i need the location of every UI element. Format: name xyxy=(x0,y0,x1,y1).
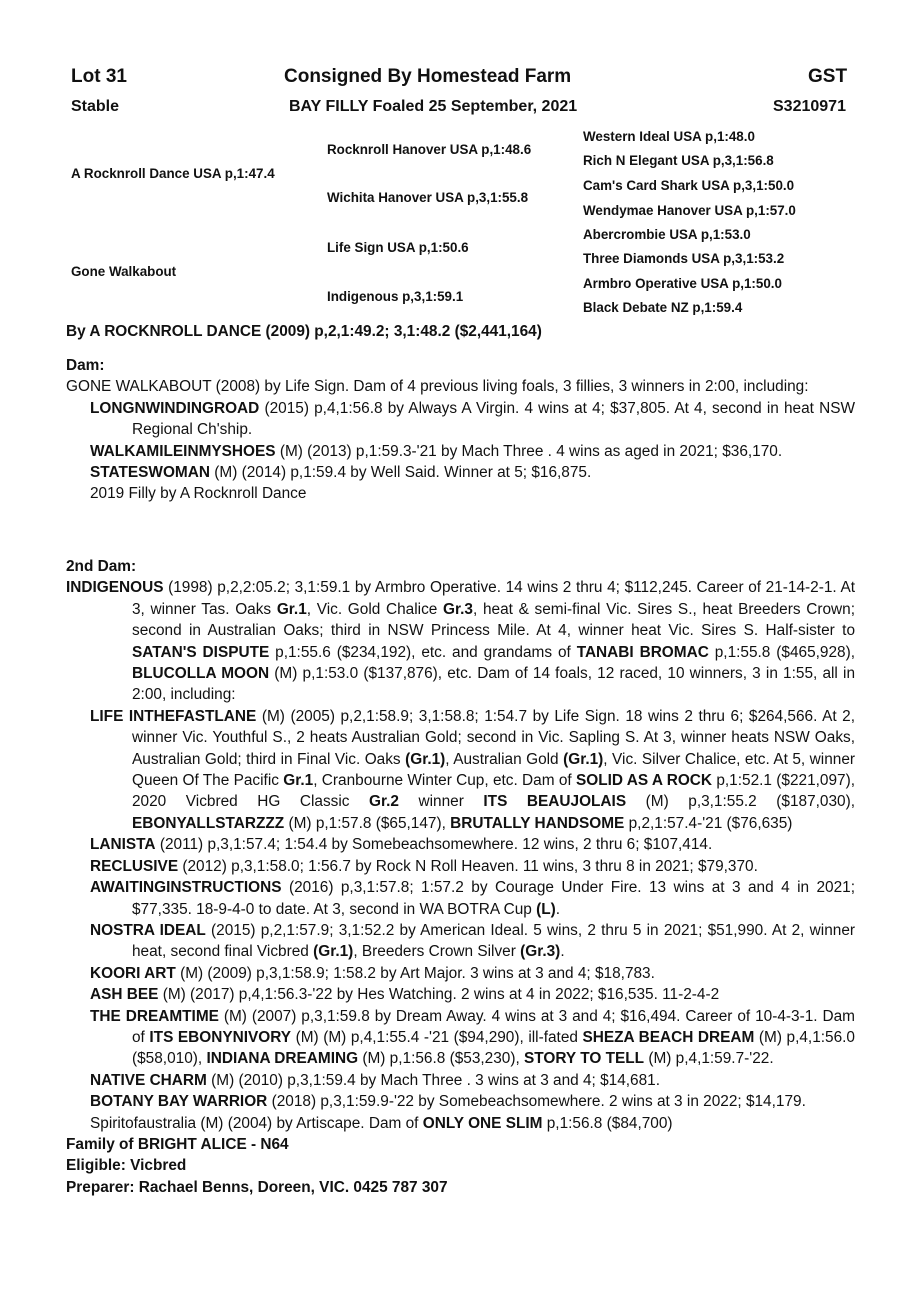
foal-name: ASH BEE xyxy=(90,986,159,1004)
text-run: SHEZA BEACH DREAM xyxy=(582,1028,755,1046)
text-run: (1998) p,2,2:05.2; 3,1:59.1 by Armbro Operative. 14 wins 2 thru 4; $112,245. Career of 21-14-2-1. At 3, winner Tas. Oaks xyxy=(132,579,855,618)
text-run: p,1:55.6 ($234,192), etc. and grandams of xyxy=(269,643,577,661)
foal-entry xyxy=(66,834,855,855)
text-run: (2015) p,2,1:57.9; 3,1:52.2 by American Ideal. 5 wins, 2 thru 5 in 2021; $51,990. At 2, winner heat, second final Vicbred xyxy=(132,921,856,961)
pedigree-great-grandparent: Rich N Elegant USA p,3,1:56.8 xyxy=(583,153,774,168)
text-run: ITS EBONYNIVORY xyxy=(149,1028,292,1046)
text-run: ITS BEAUJOLAIS xyxy=(483,793,627,811)
text-run: , Cranbourne Winter Cup, etc. Dam of xyxy=(313,772,576,790)
second-dam-heading: 2nd Dam: xyxy=(66,558,137,575)
pedigree-great-grandparent: Black Debate NZ p,1:59.4 xyxy=(583,300,743,315)
pedigree-grandparent: Indigenous p,3,1:59.1 xyxy=(327,289,464,304)
text-run: STORY TO TELL xyxy=(524,1050,645,1068)
pedigree-sire: A Rocknroll Dance USA p,1:47.4 xyxy=(71,166,275,181)
foal-entry xyxy=(66,1091,855,1112)
stable-label: Stable xyxy=(71,98,120,115)
text-run: p,1:55.8 ($465,928), xyxy=(708,643,855,661)
text-run: (L) xyxy=(536,900,556,918)
foal-entry xyxy=(66,1006,855,1070)
dam-intro: GONE WALKABOUT (2008) by Life Sign. Dam of 4 previous living foals, 3 fillies, 3 winners in 2:00, including: xyxy=(66,378,809,396)
text-run: (M) p,4,1:56.0 ($58,010), xyxy=(132,1028,855,1068)
foal-name: LONGNWINDINGROAD xyxy=(90,399,260,417)
consignor: Consigned By Homestead Farm xyxy=(284,66,572,87)
text-run: Spiritofaustralia (M) (2004) by Artiscape. Dam of xyxy=(90,1114,423,1132)
text-run: , Vic. Silver Chalice, etc. At 5, winner Queen Of The Pacific xyxy=(132,750,855,790)
text-run: Gr.2 xyxy=(369,793,399,811)
text-run: Gr.1 xyxy=(276,600,307,618)
foal-details: (2011) p,3,1:57.4; 1:54.4 by Somebeachsomewhere. 12 wins, 2 thru 6; $107,414. xyxy=(155,836,713,854)
foal-name: NOSTRA IDEAL xyxy=(90,921,206,939)
text-run: . xyxy=(555,900,561,918)
second-dam-name: INDIGENOUS xyxy=(66,579,164,597)
family-line: Family of BRIGHT ALICE - N64 xyxy=(66,1135,289,1153)
text-run: (M) (M) p,4,1:55.4 -'21 ($94,290), ill-fated xyxy=(291,1028,583,1046)
lot-number: Lot 31 xyxy=(71,66,127,87)
pedigree-grandparent: Life Sign USA p,1:50.6 xyxy=(327,240,469,255)
text-run: (M) p,1:53.0 ($137,876), etc. Dam of 14 foals, 12 raced, 10 winners, 3 in 1:55, all in 2:00, including: xyxy=(132,665,856,704)
pedigree-great-grandparent: Wendymae Hanover USA p,1:57.0 xyxy=(583,203,796,218)
foal-entry xyxy=(66,984,855,1005)
text-run: (M) p,3,1:55.2 ($187,030), xyxy=(626,793,855,811)
sire-line: By A ROCKNROLL DANCE (2009) p,2,1:49.2; 3,1:48.2 ($2,441,164) xyxy=(66,323,542,340)
text-run: EBONYALLSTARZZZ xyxy=(132,814,285,832)
text-run: Gr.3 xyxy=(443,600,473,618)
foal-details: (M) (2017) p,4,1:56.3-'22 by Hes Watching. 2 wins at 4 in 2022; $16,535. 11-2-4-2 xyxy=(158,986,720,1004)
text-run: BRUTALLY HANDSOME xyxy=(450,814,625,832)
text-run: (Gr.1) xyxy=(405,750,446,768)
foal-name: KOORI ART xyxy=(90,964,176,982)
text-run: (M) p,1:57.8 ($65,147), xyxy=(284,814,451,832)
text-run: p,1:56.8 ($84,700) xyxy=(542,1114,673,1132)
foal-details: (2015) p,4,1:56.8 by Always A Virgin. 4 wins at 4; $37,805. At 4, second in heat NSW Regional Ch'ship. xyxy=(132,399,855,439)
foal-name: LANISTA xyxy=(90,836,156,854)
horse-id: S3210971 xyxy=(773,98,846,115)
preparer-line: Preparer: Rachael Benns, Doreen, VIC. 0425 787 307 xyxy=(66,1178,448,1196)
text-run: INDIANA DREAMING xyxy=(206,1050,359,1068)
foal-details: (M) (2014) p,1:59.4 by Well Said. Winner at 5; $16,875. xyxy=(209,464,592,482)
foal-entry xyxy=(66,706,855,834)
second-dam-section xyxy=(66,556,855,1198)
foal-details: (M) (2013) p,1:59.3-'21 by Mach Three . 4 wins as aged in 2021; $36,170. xyxy=(275,442,783,460)
text-run: TANABI BROMAC xyxy=(576,643,709,661)
text-run: (Gr.1) xyxy=(563,750,604,768)
text-run: SATAN'S DISPUTE xyxy=(132,643,270,661)
text-run: SOLID AS A ROCK xyxy=(576,772,713,790)
foal-name: STATESWOMAN xyxy=(90,464,210,482)
text-run: (M) p,1:56.8 ($53,230), xyxy=(358,1050,525,1068)
foal-details: (M) (2009) p,3,1:58.9; 1:58.2 by Art Major. 3 wins at 3 and 4; $18,783. xyxy=(175,964,655,982)
foal-entry xyxy=(66,877,855,920)
text-run: (2016) p,3,1:57.8; 1:57.2 by Courage Under Fire. 13 wins at 3 and 4 in 2021; $77,335. 18-9-4-0 to date. At 3, second in WA BOTRA Cup xyxy=(132,879,855,918)
foal-name: NATIVE CHARM xyxy=(90,1071,207,1089)
text-run: (M) (2005) p,2,1:58.9; 3,1:58.8; 1:54.7 by Life Sign. 18 wins 2 thru 6; $264,566. At 2, winner Vic. Youthful S., 2 heats Australian Gold; second in Vic. Sapling S. At 3, winner heats NSW Oaks, Australian Gold; third in Final Vic. Oaks xyxy=(132,707,855,768)
text-run: (M) (2007) p,3,1:59.8 by Dream Away. 4 wins at 3 and 4; $16,494. Career of 10-4-3-1. Dam of xyxy=(132,1007,855,1046)
foal-name: LIFE INTHEFASTLANE xyxy=(90,707,257,725)
foal-entry-unnamed: 2019 Filly by A Rocknroll Dance xyxy=(90,485,307,503)
foal-name: AWAITINGINSTRUCTIONS xyxy=(90,879,282,897)
pedigree-great-grandparent: Cam's Card Shark USA p,3,1:50.0 xyxy=(583,178,795,193)
pedigree-dam: Gone Walkabout xyxy=(71,264,177,279)
dam-heading: Dam: xyxy=(66,357,105,374)
pedigree-grandparent: Wichita Hanover USA p,3,1:55.8 xyxy=(327,190,529,205)
horse-description: BAY FILLY Foaled 25 September, 2021 xyxy=(289,98,578,115)
foal-entry xyxy=(66,856,855,877)
text-run: p,2,1:57.4-'21 ($76,635) xyxy=(624,814,793,832)
foal-entry xyxy=(66,963,855,984)
foal-entry-unraced xyxy=(66,1113,855,1134)
foal-name: THE DREAMTIME xyxy=(90,1007,219,1025)
text-run: ONLY ONE SLIM xyxy=(422,1114,543,1132)
text-run: (M) p,4,1:59.7-'22. xyxy=(644,1050,774,1068)
text-run: (Gr.3) xyxy=(520,943,561,961)
text-run: . xyxy=(560,943,565,961)
pedigree-great-grandparent: Three Diamonds USA p,3,1:53.2 xyxy=(583,251,785,266)
foal-entry xyxy=(66,441,855,462)
pedigree-great-grandparent: Abercrombie USA p,1:53.0 xyxy=(583,227,751,242)
foal-details: (2018) p,3,1:59.9-'22 by Somebeachsomewhere. 2 wins at 3 in 2022; $14,179. xyxy=(267,1093,806,1111)
foal-entry xyxy=(66,1070,855,1091)
pedigree-great-grandparent: Western Ideal USA p,1:48.0 xyxy=(583,129,755,144)
text-run: , Australian Gold xyxy=(445,750,564,768)
foal-details: (2012) p,3,1:58.0; 1:56.7 by Rock N Roll Heaven. 11 wins, 3 thru 8 in 2021; $79,370. xyxy=(178,857,758,875)
pedigree-great-grandparent: Armbro Operative USA p,1:50.0 xyxy=(583,276,782,291)
text-run: winner xyxy=(398,793,484,811)
text-run: , heat & semi-final Vic. Sires S., heat Breeders Crown; second in Australian Oaks; third in NSW Princess Mile. At 4, winner heat Vic. Sires S. Half-sister to xyxy=(132,600,855,640)
text-run: , Breeders Crown Silver xyxy=(353,943,521,961)
foal-name: RECLUSIVE xyxy=(90,857,179,875)
text-run: BLUCOLLA MOON xyxy=(132,665,270,683)
foal-entry xyxy=(66,920,855,963)
dam-section xyxy=(66,355,855,505)
second-dam-entry xyxy=(66,577,855,705)
text-run: , Vic. Gold Chalice xyxy=(306,600,444,618)
gst-label: GST xyxy=(808,66,848,87)
text-run: p,1:52.1 ($221,097), 2020 Vicbred HG Classic xyxy=(132,772,855,811)
pedigree-grandparent: Rocknroll Hanover USA p,1:48.6 xyxy=(327,142,532,157)
eligible-line: Eligible: Vicbred xyxy=(66,1157,187,1175)
foal-details: (M) (2010) p,3,1:59.4 by Mach Three . 3 wins at 3 and 4; $14,681. xyxy=(206,1071,661,1089)
foal-entry xyxy=(66,398,855,441)
text-run: (Gr.1) xyxy=(313,943,354,961)
foal-name: BOTANY BAY WARRIOR xyxy=(90,1093,268,1111)
text-run: Gr.1 xyxy=(283,772,314,790)
foal-name: WALKAMILEINMYSHOES xyxy=(90,442,276,460)
foal-entry xyxy=(66,462,855,483)
